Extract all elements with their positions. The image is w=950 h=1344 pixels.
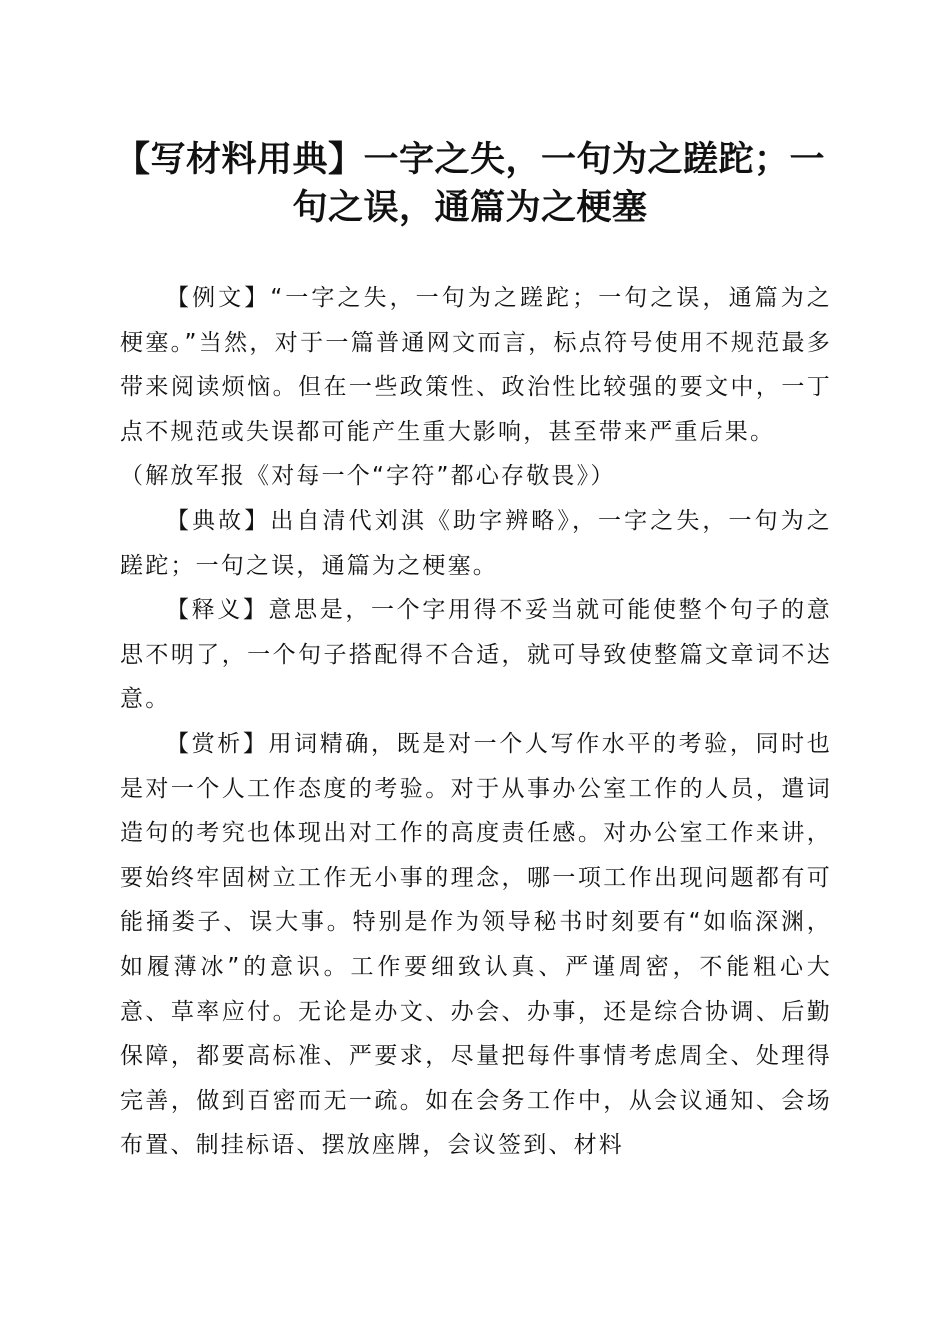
- paragraph-tag: 【例文】: [166, 285, 271, 311]
- paragraph-tag: 【赏析】: [166, 730, 269, 757]
- paragraph-analysis: [120, 722, 832, 1168]
- paragraph-interpretation: [120, 588, 832, 722]
- paragraph-allusion: [120, 499, 832, 588]
- paragraph-tag: 【典故】: [166, 507, 271, 534]
- paragraph-text: （解放军报《对每一个“字符”都心存敬畏》）: [120, 463, 616, 490]
- paragraph-text: 意思是，一个字用得不妥当就可能使整个句子的意思不明了，一个句子搭配得不合适，就可导致使整篇文章词不达意。: [120, 597, 832, 713]
- document-title: 【写材料用典】一字之失，一句为之蹉跎；一句之误，通篇为之梗塞: [114, 139, 825, 228]
- paragraph-source: [120, 454, 832, 499]
- paragraph-text: 用词精确，既是对一个人写作水平的考验，同时也是对一个人工作态度的考验。对于从事办公室工作的人员，遣词造句的考究也体现出对工作的高度责任感。对办公室工作来讲，要始终牢固树立工作无小事的理念，哪一项工作出现问题都有可能捅娄子、误大事。特别是作为领导秘书时刻要有“如临深渊，如履薄冰”的意识。工作要细致认真、严谨周密，不能粗心大意、草率应付。无论是办文、办会、办事，还是综合协调、后勤保障，都要高标准、严要求，尽量把每件事情考虑周全、处理得完善，做到百密而无一疏。如在会务工作中，从会议通知、会场布置、制挂标语、摆放座牌，会议签到、材料: [120, 730, 832, 1159]
- paragraph-text: 出自清代刘淇《助字辨略》，一字之失，一句为之蹉跎；一句之误，通篇为之梗塞。: [120, 507, 832, 579]
- paragraph-example: [120, 276, 832, 454]
- paragraph-text: “一字之失，一句为之蹉跎；一句之误，通篇为之梗塞。”当然，对于一篇普通网文而言，标点符号使用不规范最多带来阅读烦恼。但在一些政策性、政治性比较强的要文中，一丁点不规范或失误都可能产生重大影响，甚至带来严重后果。: [120, 285, 832, 445]
- paragraph-tag: 【释义】: [166, 597, 269, 624]
- document-body: [120, 276, 832, 1168]
